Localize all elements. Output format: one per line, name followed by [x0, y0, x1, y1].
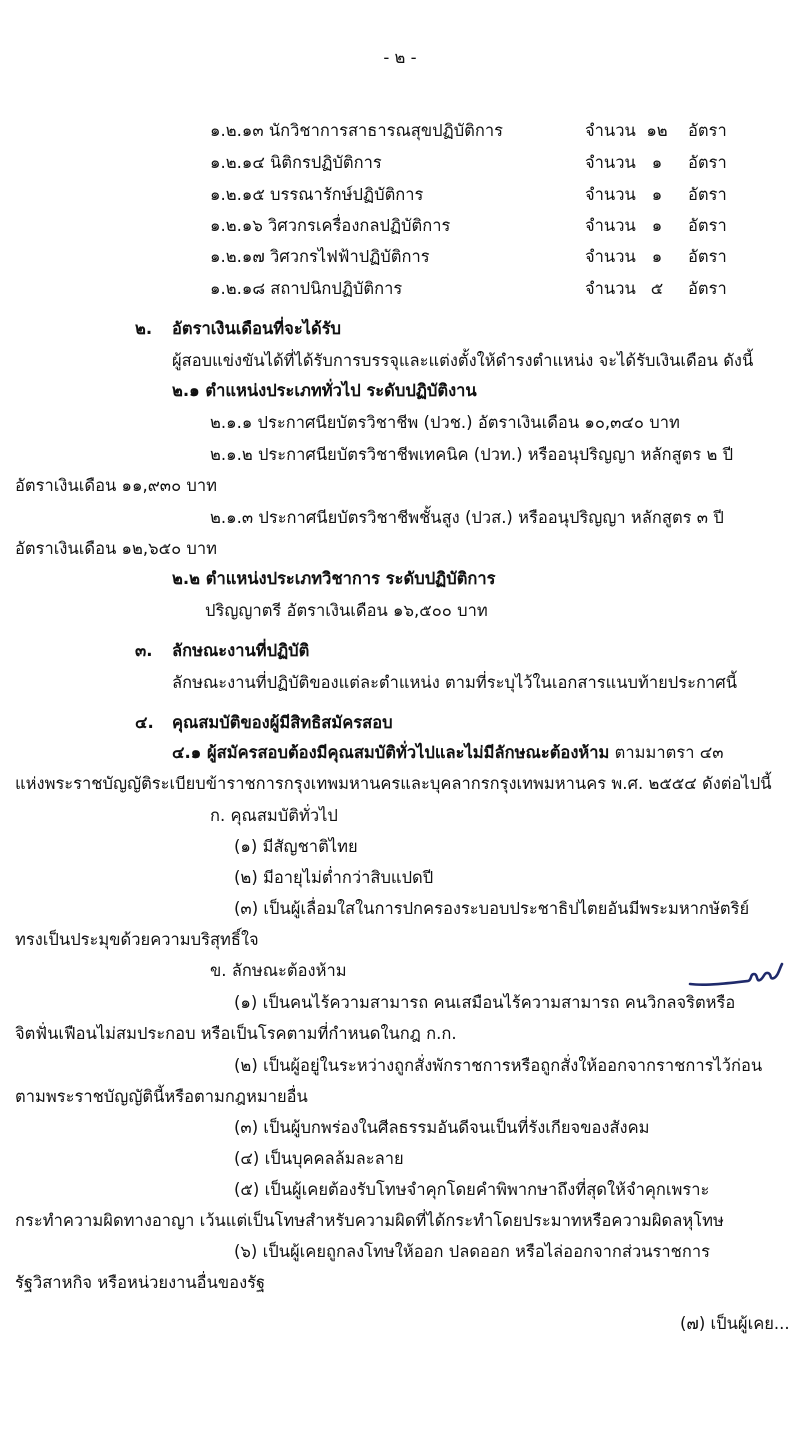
position-count: ๕ — [650, 279, 664, 298]
list-item-continued: ตามพระราชบัญญัตินี้หรือตามกฎหมายอื่น — [15, 1087, 308, 1106]
salary-item: ๒.๑.๓ ประกาศนียบัตรวิชาชีพชั้นสูง (ปวส.) หรืออนุปริญญา หลักสูตร ๓ ปี — [210, 508, 724, 527]
salary-item: ๒.๑.๑ ประกาศนียบัตรวิชาชีพ (ปวช.) อัตราเงินเดือน ๑๐,๓๔๐ บาท — [210, 413, 680, 432]
count-word: จำนวน — [585, 216, 636, 235]
count-unit: อัตรา — [688, 279, 727, 298]
count-unit: อัตรา — [688, 247, 727, 266]
list-item: (๓) เป็นผู้เลื่อมใสในการปกครองระบอบประชาธิปไตยอันมีพระมหากษัตริย์ — [234, 899, 750, 918]
list-item: (๒) เป็นผู้อยู่ในระหว่างถูกสั่งพักราชการหรือถูกสั่งให้ออกจากราชการไว้ก่อน — [234, 1056, 763, 1075]
list-item-continued: กระทำความผิดทางอาญา เว้นแต่เป็นโทษสำหรับความผิดที่ได้กระทำโดยประมาทหรือความผิดลหุโทษ — [15, 1211, 724, 1230]
paragraph-continued: แห่งพระราชบัญญัติระเบียบข้าราชการกรุงเทพมหานครและบุคลากรกรุงเทพมหานคร พ.ศ. ๒๕๕๔ ดังต่อไปนี้ — [15, 774, 772, 793]
count-word: จำนวน — [585, 247, 636, 266]
signature-initials — [686, 956, 786, 996]
list-item-continued: รัฐวิสาหกิจ หรือหน่วยงานอื่นของรัฐ — [15, 1273, 266, 1292]
position-count: ๑๒ — [646, 121, 668, 140]
paragraph — [172, 742, 724, 764]
list-item: (๑) เป็นคนไร้ความสามารถ คนเสมือนไร้ความสามารถ คนวิกลจริตหรือ — [234, 993, 736, 1012]
page-number: - ๒ - — [383, 48, 417, 67]
list-heading: ข. ลักษณะต้องห้าม — [210, 961, 347, 980]
list-item: (๒) มีอายุไม่ต่ำกว่าสิบแปดปี — [234, 868, 434, 887]
position-title: ๑.๒.๑๖ วิศวกรเครื่องกลปฏิบัติการ — [210, 216, 451, 235]
list-item: (๓) เป็นผู้บกพร่องในศีลธรรมอันดีจนเป็นที่รังเกียจของสังคม — [234, 1118, 650, 1137]
position-count: ๑ — [651, 153, 663, 172]
position-title: ๑.๒.๑๔ นิติกรปฏิบัติการ — [210, 153, 382, 172]
position-title: ๑.๒.๑๗ วิศวกรไฟฟ้าปฏิบัติการ — [210, 247, 430, 266]
section-heading: ลักษณะงานที่ปฏิบัติ — [172, 641, 310, 660]
count-unit: อัตรา — [688, 121, 727, 140]
count-unit: อัตรา — [688, 216, 727, 235]
list-item: (๕) เป็นผู้เคยต้องรับโทษจำคุกโดยคำพิพากษาถึงที่สุดให้จำคุกเพราะ — [234, 1180, 710, 1199]
salary-item: ๒.๑.๒ ประกาศนียบัตรวิชาชีพเทคนิค (ปวท.) หรืออนุปริญญา หลักสูตร ๒ ปี — [210, 445, 734, 464]
salary-item: ปริญญาตรี อัตราเงินเดือน ๑๖,๕๐๐ บาท — [205, 601, 488, 620]
list-item-continued: จิตฟั่นเฟือนไม่สมประกอบ หรือเป็นโรคตามที่กำหนดในกฎ ก.ก. — [15, 1024, 457, 1043]
paragraph: ผู้สอบแข่งขันได้ที่ได้รับการบรรจุและแต่งตั้งให้ดำรงตำแหน่ง จะได้รับเงินเดือน ดังนี้ — [172, 351, 754, 370]
count-word: จำนวน — [585, 279, 636, 298]
paragraph-text: ตามมาตรา ๔๓ — [609, 743, 724, 762]
section-heading: อัตราเงินเดือนที่จะได้รับ — [172, 319, 342, 338]
count-unit: อัตรา — [688, 153, 727, 172]
list-item-continued: ทรงเป็นประมุขด้วยความบริสุทธิ์ใจ — [15, 930, 259, 949]
subsection-heading: ๒.๒ ตำแหน่งประเภทวิชาการ ระดับปฏิบัติการ — [172, 569, 496, 588]
continuation-marker: (๗) เป็นผู้เคย... — [680, 1314, 790, 1333]
position-count: ๑ — [651, 185, 663, 204]
salary-item-continued: อัตราเงินเดือน ๑๒,๖๕๐ บาท — [15, 539, 218, 558]
section-number: ๔. — [135, 713, 154, 732]
subsection-heading: ๔.๑ ผู้สมัครสอบต้องมีคุณสมบัติทั่วไปและไม่มีลักษณะต้องห้าม — [172, 743, 610, 762]
position-title: ๑.๒.๑๕ บรรณารักษ์ปฏิบัติการ — [210, 185, 424, 204]
count-word: จำนวน — [585, 185, 636, 204]
section-number: ๓. — [135, 641, 153, 660]
count-word: จำนวน — [585, 121, 636, 140]
position-count: ๑ — [651, 216, 663, 235]
count-word: จำนวน — [585, 153, 636, 172]
paragraph: ลักษณะงานที่ปฏิบัติของแต่ละตำแหน่ง ตามที่ระบุไว้ในเอกสารแนบท้ายประกาศนี้ — [172, 673, 737, 692]
position-count: ๑ — [651, 247, 663, 266]
section-number: ๒. — [135, 319, 153, 338]
section-heading: คุณสมบัติของผู้มีสิทธิสมัครสอบ — [172, 713, 393, 732]
position-title: ๑.๒.๑๘ สถาปนิกปฏิบัติการ — [210, 279, 403, 298]
list-item: (๖) เป็นผู้เคยถูกลงโทษให้ออก ปลดออก หรือไล่ออกจากส่วนราชการ — [234, 1242, 710, 1261]
subsection-heading: ๒.๑ ตำแหน่งประเภททั่วไป ระดับปฏิบัติงาน — [172, 381, 477, 400]
count-unit: อัตรา — [688, 185, 727, 204]
list-heading: ก. คุณสมบัติทั่วไป — [210, 806, 338, 825]
position-title: ๑.๒.๑๓ นักวิชาการสาธารณสุขปฏิบัติการ — [210, 121, 504, 140]
list-item: (๔) เป็นบุคคลล้มละลาย — [234, 1149, 404, 1168]
salary-item-continued: อัตราเงินเดือน ๑๑,๙๓๐ บาท — [15, 476, 218, 495]
list-item: (๑) มีสัญชาติไทย — [234, 837, 358, 856]
